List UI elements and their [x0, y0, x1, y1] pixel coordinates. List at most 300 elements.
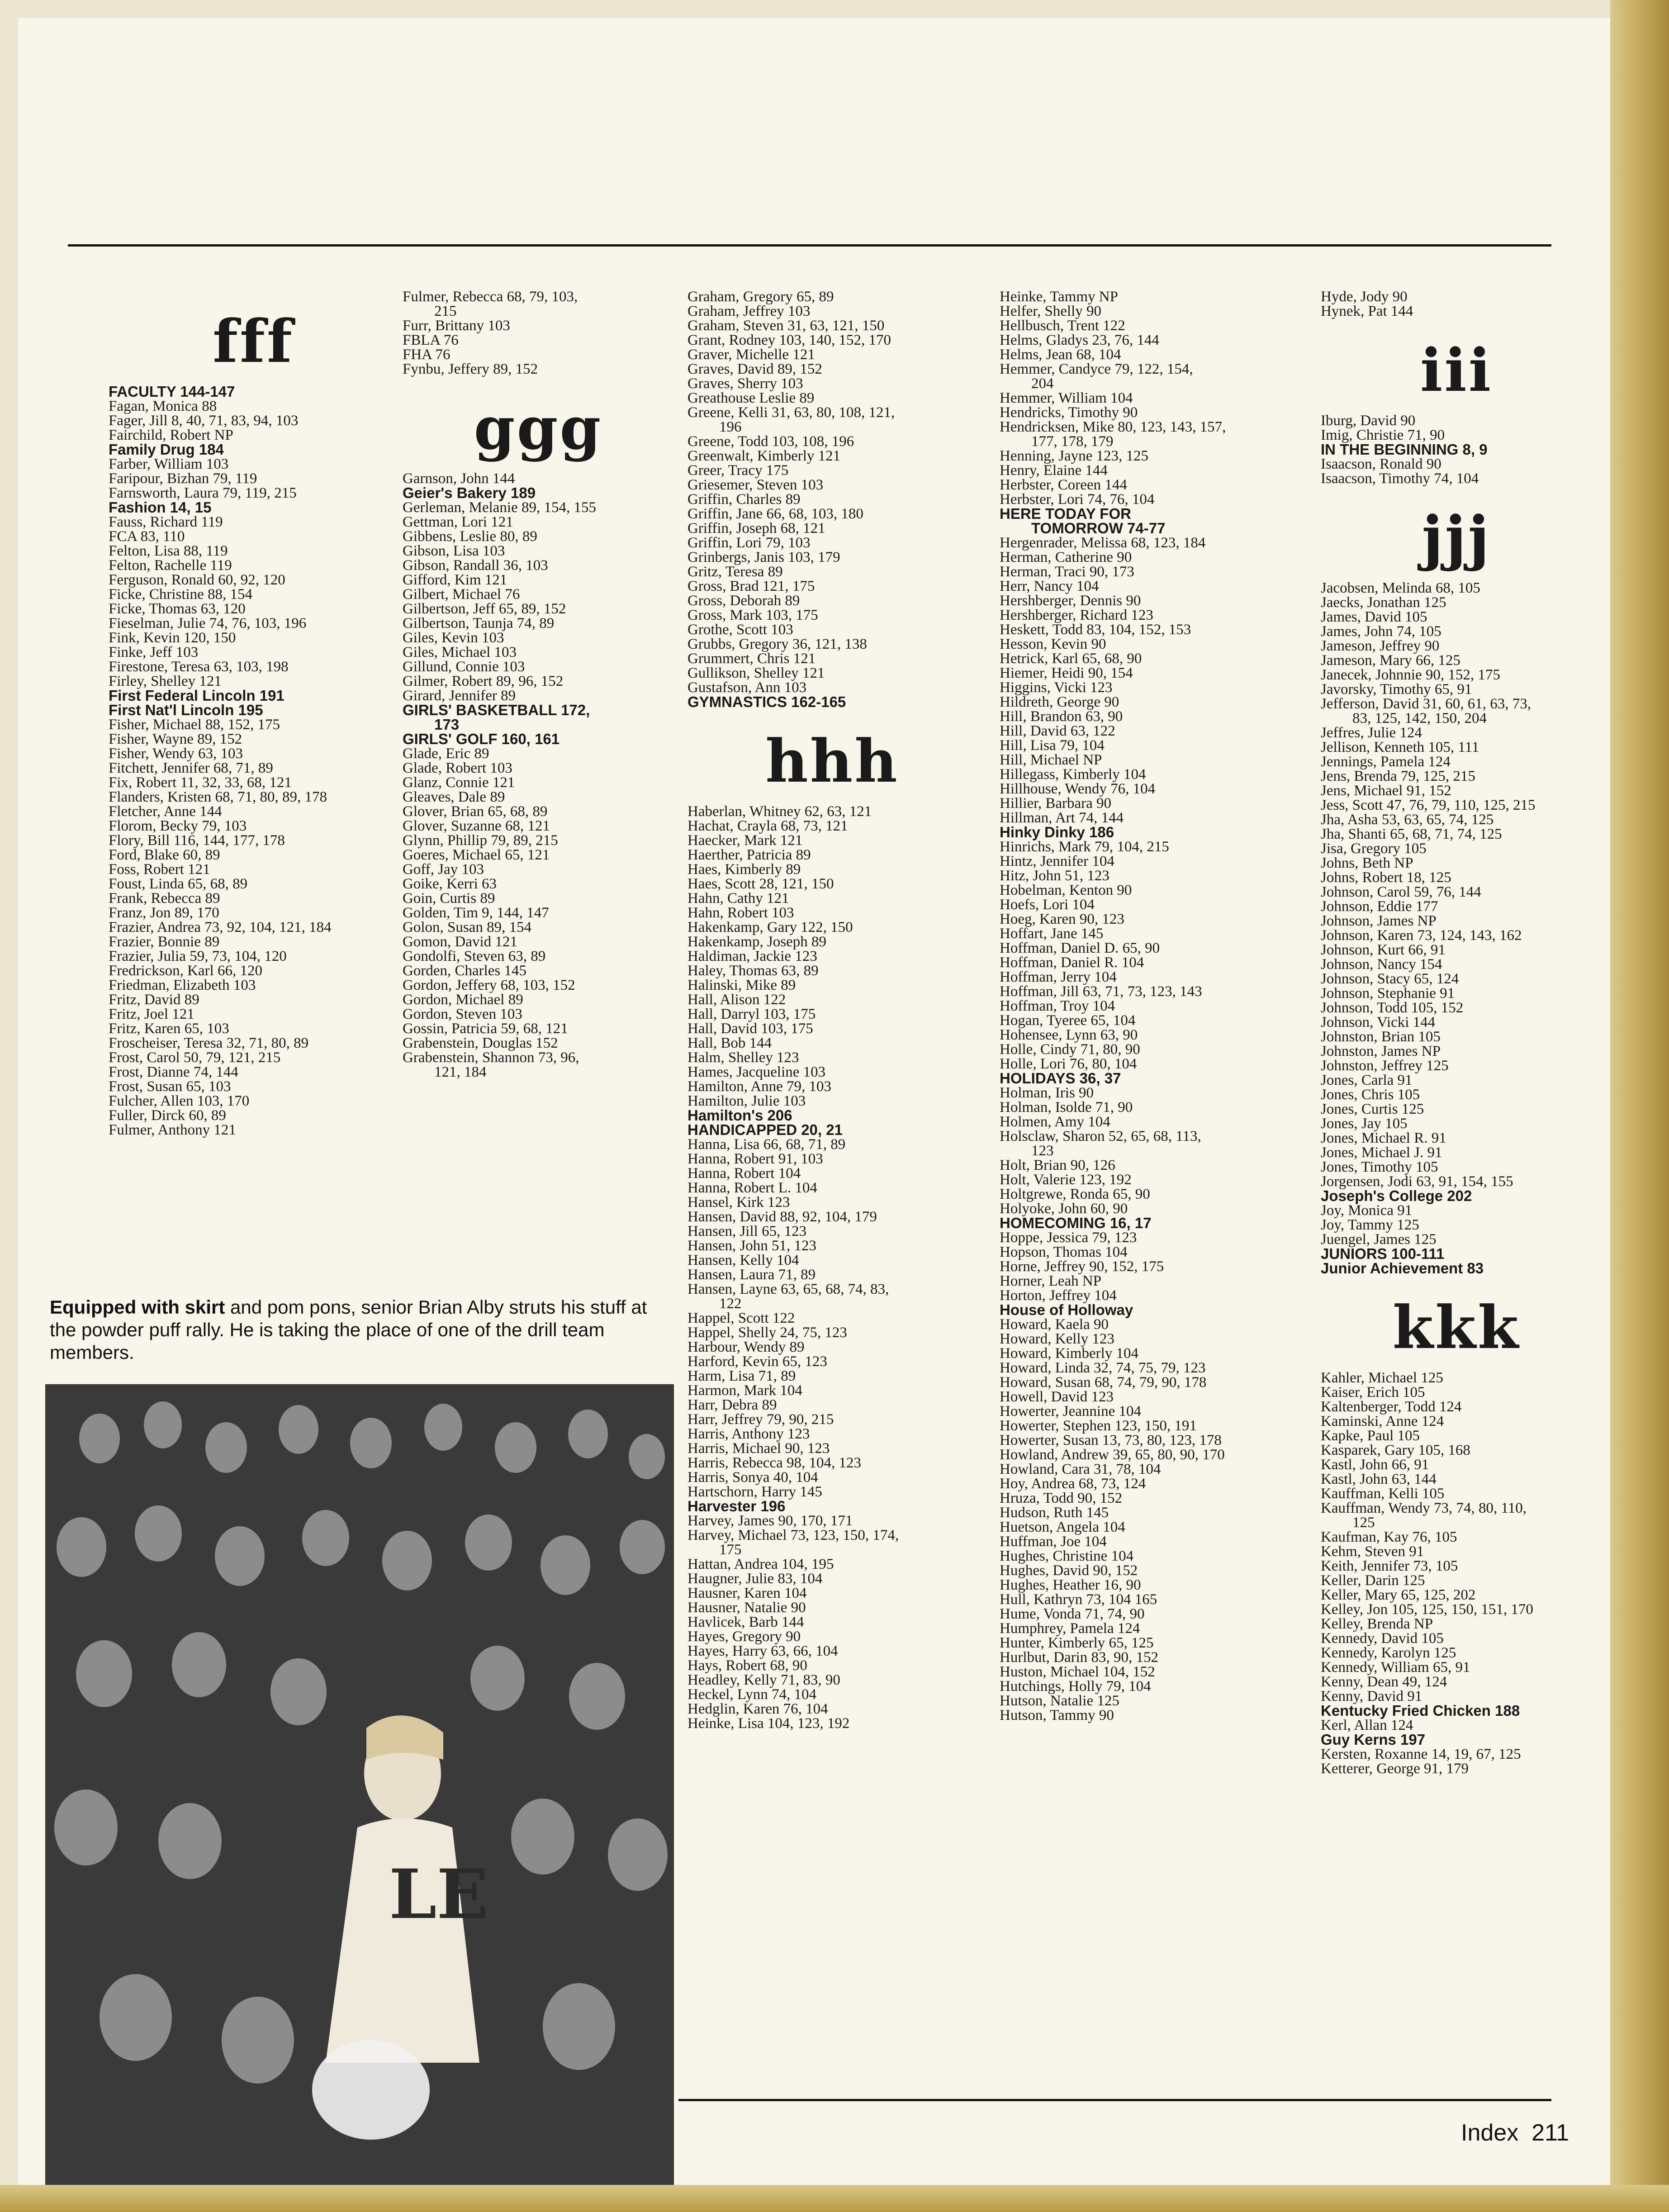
index-entry: Helfer, Shelly 90	[1000, 303, 1102, 319]
index-entry: Fulmer, Rebecca 68, 79, 103,	[403, 289, 578, 305]
index-entry: Gordon, Steven 103	[403, 1006, 522, 1022]
index-entry: Girard, Jennifer 89	[403, 688, 516, 704]
index-entry: Grothe, Scott 103	[688, 622, 793, 638]
index-entry: Hartschorn, Harry 145	[688, 1484, 822, 1500]
index-entry: Greenwalt, Kimberly 121	[688, 448, 841, 464]
index-entry: Jones, Jay 105	[1321, 1115, 1408, 1132]
section-heading-h: hhh	[765, 726, 899, 796]
index-column-4	[1000, 290, 1298, 1723]
index-entry: Kauffman, Wendy 73, 74, 80, 110,	[1321, 1500, 1527, 1516]
index-entry: Gettman, Lori 121	[403, 514, 513, 530]
index-entry: Harford, Kevin 65, 123	[688, 1353, 827, 1370]
index-entry: Grant, Rodney 103, 140, 152, 170	[688, 332, 891, 348]
index-entry: Johnston, Jeffrey 125	[1321, 1058, 1449, 1074]
index-entry: Jha, Shanti 65, 68, 71, 74, 125	[1321, 826, 1502, 842]
index-entry: Huffman, Joe 104	[1000, 1533, 1107, 1550]
index-entry: Johnson, Carol 59, 76, 144	[1321, 884, 1481, 900]
index-entry: Felton, Rachelle 119	[109, 557, 232, 574]
index-entry: Howard, Kimberly 104	[1000, 1345, 1139, 1362]
index-entry: Iburg, David 90	[1321, 413, 1416, 429]
index-entry: Harr, Jeffrey 79, 90, 215	[688, 1411, 834, 1428]
index-entry: Haugner, Julie 83, 104	[688, 1571, 823, 1587]
index-entry: Keller, Mary 65, 125, 202	[1321, 1587, 1476, 1603]
index-heading: Junior Achievement 83	[1321, 1260, 1484, 1277]
index-entry: Herbster, Lori 74, 76, 104	[1000, 491, 1155, 508]
index-entry: Hemmer, Candyce 79, 122, 154,	[1000, 361, 1193, 377]
index-entry: Fagan, Monica 88	[109, 398, 217, 414]
index-entry: Glanz, Connie 121	[403, 774, 515, 791]
index-entry: Hoffman, Jill 63, 71, 73, 123, 143	[1000, 983, 1202, 1000]
index-entry: Ficke, Christine 88, 154	[109, 586, 253, 603]
index-entry: Holle, Cindy 71, 80, 90	[1000, 1041, 1140, 1058]
index-entry: Holtgrewe, Ronda 65, 90	[1000, 1186, 1150, 1202]
index-entry: Goike, Kerri 63	[403, 876, 497, 892]
index-entry: Hall, Alison 122	[688, 992, 786, 1008]
index-entry: Griffin, Jane 66, 68, 103, 180	[688, 506, 863, 522]
index-entry: Hurlbut, Darin 83, 90, 152	[1000, 1649, 1159, 1666]
index-entry: Firley, Shelley 121	[109, 673, 222, 689]
index-entry: Harr, Debra 89	[688, 1397, 777, 1413]
index-column-5	[1321, 290, 1592, 1776]
index-entry: Hakenkamp, Joseph 89	[688, 934, 827, 950]
index-entry: Howerter, Stephen 123, 150, 191	[1000, 1418, 1197, 1434]
index-entry: Ford, Blake 60, 89	[109, 847, 220, 863]
index-entry: Kaltenberger, Todd 124	[1321, 1399, 1462, 1415]
index-entry: Jisa, Gregory 105	[1321, 840, 1427, 857]
index-entry: Kaminski, Anne 124	[1321, 1413, 1444, 1429]
index-entry: Jennings, Pamela 124	[1321, 754, 1451, 770]
index-entry: Jacobsen, Melinda 68, 105	[1321, 580, 1480, 596]
index-entry: Greathouse Leslie 89	[688, 390, 815, 406]
bottom-rule	[678, 2099, 1551, 2101]
index-heading: GIRLS' GOLF 160, 161	[403, 731, 560, 747]
index-heading: Hinky Dinky 186	[1000, 824, 1114, 840]
index-entry: Holyoke, John 60, 90	[1000, 1201, 1128, 1217]
index-entry: Hoffman, Daniel D. 65, 90	[1000, 940, 1160, 956]
index-entry: Hume, Vonda 71, 74, 90	[1000, 1606, 1145, 1622]
index-entry: Hill, Michael NP	[1000, 752, 1102, 768]
index-heading: JUNIORS 100-111	[1321, 1245, 1445, 1262]
index-entry: Harris, Sonya 40, 104	[688, 1469, 818, 1486]
index-entry: Harris, Rebecca 98, 104, 123	[688, 1455, 861, 1471]
index-entry: Horner, Leah NP	[1000, 1273, 1102, 1289]
index-entry: Hobelman, Kenton 90	[1000, 882, 1132, 898]
index-entry: Herman, Catherine 90	[1000, 549, 1132, 565]
index-entry: Howard, Susan 68, 74, 79, 90, 178	[1000, 1374, 1207, 1391]
index-entry: Howerter, Jeannine 104	[1000, 1403, 1141, 1419]
index-heading: Fashion 14, 15	[109, 499, 212, 516]
index-entry: Kaiser, Erich 105	[1321, 1384, 1425, 1400]
index-entry: Kaufman, Kay 76, 105	[1321, 1529, 1457, 1545]
index-entry: Faripour, Bizhan 79, 119	[109, 470, 257, 487]
index-entry: Florom, Becky 79, 103	[109, 818, 247, 834]
section-heading-f: fff	[213, 307, 294, 376]
index-entry: Kahler, Michael 125	[1321, 1370, 1443, 1386]
index-entry: Kelley, Brenda NP	[1321, 1616, 1433, 1632]
index-entry: Herbster, Coreen 144	[1000, 477, 1127, 493]
index-entry: Hughes, David 90, 152	[1000, 1562, 1138, 1579]
index-entry: Hoffman, Daniel R. 104	[1000, 954, 1144, 971]
entry-list	[403, 290, 674, 376]
index-heading: GYMNASTICS 162-165	[688, 693, 846, 710]
index-entry: Felton, Lisa 88, 119	[109, 543, 228, 559]
index-entry: James, John 74, 105	[1321, 623, 1441, 640]
index-entry: Friedman, Elizabeth 103	[109, 977, 256, 993]
index-entry: Haley, Thomas 63, 89	[688, 963, 819, 979]
index-entry: Fager, Jill 8, 40, 71, 83, 94, 103	[109, 413, 299, 429]
index-entry: Gillund, Connie 103	[403, 659, 525, 675]
index-heading: Kentucky Fried Chicken 188	[1321, 1702, 1520, 1719]
index-entry: Johnson, Kurt 66, 91	[1321, 942, 1446, 958]
index-entry: Johnston, Brian 105	[1321, 1029, 1441, 1045]
index-entry: Halm, Shelley 123	[688, 1049, 799, 1066]
index-entry: Hames, Jacqueline 103	[688, 1064, 826, 1080]
crowd-photo-illustration	[45, 1384, 674, 2185]
index-entry: Gilbertson, Jeff 65, 89, 152	[403, 601, 566, 617]
index-entry: Fritz, Karen 65, 103	[109, 1021, 229, 1037]
index-entry: Fredrickson, Karl 66, 120	[109, 963, 263, 979]
index-entry: Haes, Kimberly 89	[688, 861, 801, 878]
index-entry: Hahn, Robert 103	[688, 905, 794, 921]
index-entry: Hillman, Art 74, 144	[1000, 810, 1124, 826]
index-entry: Joy, Tammy 125	[1321, 1217, 1419, 1233]
index-entry: Harbour, Wendy 89	[688, 1339, 805, 1355]
index-entry: Gross, Brad 121, 175	[688, 578, 815, 594]
index-entry: Halinski, Mike 89	[688, 977, 796, 993]
index-entry: Horne, Jeffrey 90, 152, 175	[1000, 1258, 1164, 1275]
index-entry: Frazier, Julia 59, 73, 104, 120	[109, 948, 287, 964]
caption-text: and pom pons, senior Brian Alby struts his stuff at the powder puff rally. He is taking the place of one of the drill team members.	[50, 1296, 647, 1363]
index-entry: Jaecks, Jonathan 125	[1321, 594, 1446, 611]
index-heading: IN THE BEGINNING 8, 9	[1321, 441, 1488, 458]
index-entry: FCA 83, 110	[109, 528, 185, 545]
index-entry: Hansen, David 88, 92, 104, 179	[688, 1209, 877, 1225]
index-entry: Graham, Steven 31, 63, 121, 150	[688, 318, 885, 334]
index-entry: Garnson, John 144	[403, 470, 515, 487]
index-entry: Flanders, Kristen 68, 71, 80, 89, 178	[109, 789, 327, 805]
index-entry: Greene, Kelli 31, 63, 80, 108, 121,	[688, 404, 895, 421]
index-entry: Huston, Michael 104, 152	[1000, 1664, 1155, 1680]
index-entry: Javorsky, Timothy 65, 91	[1321, 681, 1472, 698]
index-entry: Happel, Shelly 24, 75, 123	[688, 1324, 847, 1341]
index-entry: Howard, Kelly 123	[1000, 1331, 1114, 1347]
index-entry: Hopson, Thomas 104	[1000, 1244, 1128, 1260]
index-entry: Isaacson, Timothy 74, 104	[1321, 470, 1479, 487]
index-heading: HERE TODAY FOR	[1000, 505, 1131, 522]
index-entry: Hendricks, Timothy 90	[1000, 404, 1138, 421]
index-entry: Hoeg, Karen 90, 123	[1000, 911, 1124, 927]
index-entry: Griffin, Lori 79, 103	[688, 535, 811, 551]
index-entry: Jeffres, Julie 124	[1321, 725, 1422, 741]
index-entry: Holt, Valerie 123, 192	[1000, 1172, 1132, 1188]
top-rule	[68, 244, 1551, 247]
index-entry: Harris, Michael 90, 123	[688, 1440, 830, 1457]
index-entry: Havlicek, Barb 144	[688, 1614, 804, 1630]
index-entry: Griesemer, Steven 103	[688, 477, 824, 493]
index-entry: Gilbertson, Taunja 74, 89	[403, 615, 555, 631]
book-bottom-edge	[0, 2185, 1669, 2212]
index-entry: 121, 184	[434, 1064, 487, 1080]
index-entry: Hendricksen, Mike 80, 123, 143, 157,	[1000, 419, 1226, 435]
index-entry: Helms, Gladys 23, 76, 144	[1000, 332, 1159, 348]
index-entry: Juengel, James 125	[1321, 1231, 1437, 1248]
index-entry: Horton, Jeffrey 104	[1000, 1287, 1117, 1304]
section-heading-k: kkk	[1392, 1293, 1521, 1362]
index-entry: Hoffman, Troy 104	[1000, 998, 1115, 1014]
index-entry: Hohensee, Lynn 63, 90	[1000, 1027, 1138, 1043]
index-entry: Johnson, James NP	[1321, 913, 1437, 929]
index-column-1	[109, 290, 398, 1137]
index-entry: Glade, Robert 103	[403, 760, 512, 776]
index-entry: Harvey, Michael 73, 123, 150, 174,	[688, 1527, 899, 1543]
index-entry: Johnson, Karen 73, 124, 143, 162	[1321, 927, 1522, 944]
index-entry: Johnson, Stacy 65, 124	[1321, 971, 1459, 987]
index-entry: Joy, Monica 91	[1321, 1202, 1413, 1219]
index-entry: Johnson, Nancy 154	[1321, 956, 1442, 973]
index-heading: GIRLS' BASKETBALL 172,	[403, 702, 590, 718]
index-entry: Fieselman, Julie 74, 76, 103, 196	[109, 615, 307, 631]
index-entry: Haldiman, Jackie 123	[688, 948, 817, 964]
index-entry: Howerter, Susan 13, 73, 80, 123, 178	[1000, 1432, 1222, 1448]
index-entry: Johnson, Stephanie 91	[1321, 985, 1455, 1002]
index-entry: Howard, Linda 32, 74, 75, 79, 123	[1000, 1360, 1206, 1376]
index-entry: Hergenrader, Melissa 68, 123, 184	[1000, 535, 1206, 551]
index-entry: Ficke, Thomas 63, 120	[109, 601, 246, 617]
index-entry: Fritz, David 89	[109, 992, 199, 1008]
index-entry: Griffin, Charles 89	[688, 491, 801, 508]
index-entry: Johns, Beth NP	[1321, 855, 1413, 871]
index-entry: Holsclaw, Sharon 52, 65, 68, 113,	[1000, 1128, 1201, 1144]
index-entry: Headley, Kelly 71, 83, 90	[688, 1672, 840, 1688]
index-entry: Gordon, Michael 89	[403, 992, 523, 1008]
index-entry: Imig, Christie 71, 90	[1321, 427, 1445, 443]
index-entry: Golon, Susan 89, 154	[403, 919, 532, 935]
page-number: 211	[1531, 2120, 1569, 2146]
index-entry: Foust, Linda 65, 68, 89	[109, 876, 248, 892]
index-entry: Fisher, Wendy 63, 103	[109, 745, 243, 762]
index-entry: Gullikson, Shelley 121	[688, 665, 825, 681]
section-heading-i: iii	[1420, 336, 1493, 405]
index-heading: First Federal Lincoln 191	[109, 687, 284, 704]
index-entry: Gifford, Kim 121	[403, 572, 507, 588]
index-entry: Fulcher, Allen 103, 170	[109, 1093, 250, 1109]
index-entry: Gomon, David 121	[403, 934, 517, 950]
index-entry: Hiemer, Heidi 90, 154	[1000, 665, 1133, 681]
index-entry: Ferguson, Ronald 60, 92, 120	[109, 572, 285, 588]
index-entry: Hruza, Todd 90, 152	[1000, 1490, 1123, 1506]
index-heading: Guy Kerns 197	[1321, 1731, 1426, 1748]
index-entry: Flory, Bill 116, 144, 177, 178	[109, 832, 285, 849]
index-heading: Geier's Bakery 189	[403, 484, 536, 501]
index-entry: Heinke, Lisa 104, 123, 192	[688, 1715, 850, 1732]
index-entry: Hansen, Kelly 104	[688, 1252, 799, 1268]
index-entry: Griffin, Joseph 68, 121	[688, 520, 825, 536]
index-entry: Hakenkamp, Gary 122, 150	[688, 919, 853, 935]
index-entry: Jens, Michael 91, 152	[1321, 783, 1451, 799]
index-entry: Howland, Andrew 39, 65, 80, 90, 170	[1000, 1447, 1225, 1463]
photo-caption	[50, 1296, 669, 1364]
index-entry: Hesson, Kevin 90	[1000, 636, 1106, 652]
index-entry: Hughes, Christine 104	[1000, 1548, 1134, 1564]
index-entry: Hachat, Crayla 68, 73, 121	[688, 818, 848, 834]
index-entry: Heskett, Todd 83, 104, 152, 153	[1000, 622, 1191, 638]
index-entry: Kasparek, Gary 105, 168	[1321, 1442, 1470, 1458]
index-column-3	[688, 290, 977, 1731]
index-entry: Frazier, Andrea 73, 92, 104, 121, 184	[109, 919, 332, 935]
index-entry: Hutson, Tammy 90	[1000, 1707, 1114, 1723]
index-entry: Gibbens, Leslie 80, 89	[403, 528, 537, 545]
index-entry: Glover, Brian 65, 68, 89	[403, 803, 548, 820]
index-entry: Holmen, Amy 104	[1000, 1114, 1110, 1130]
index-entry: Glover, Suzanne 68, 121	[403, 818, 550, 834]
index-entry: Jones, Chris 105	[1321, 1087, 1420, 1103]
index-entry: 83, 125, 142, 150, 204	[1352, 710, 1487, 726]
index-entry: Firestone, Teresa 63, 103, 198	[109, 659, 289, 675]
index-entry: Hutson, Natalie 125	[1000, 1693, 1119, 1709]
index-entry: Kerl, Allan 124	[1321, 1717, 1413, 1733]
index-entry: Gross, Deborah 89	[688, 593, 800, 609]
index-entry: Grinbergs, Janis 103, 179	[688, 549, 840, 565]
index-entry: Harris, Anthony 123	[688, 1426, 810, 1442]
index-heading: HOLIDAYS 36, 37	[1000, 1070, 1121, 1087]
page-footer	[1461, 2119, 1569, 2146]
index-entry: Frazier, Bonnie 89	[109, 934, 220, 950]
index-entry: Gritz, Teresa 89	[688, 564, 783, 580]
index-entry: Hanna, Robert 104	[688, 1165, 801, 1182]
index-entry: Grabenstein, Shannon 73, 96,	[403, 1049, 579, 1066]
index-entry: Heckel, Lynn 74, 104	[688, 1686, 817, 1703]
index-entry: Haberlan, Whitney 62, 63, 121	[688, 803, 872, 820]
crowd-photo	[45, 1384, 674, 2185]
index-entry: Happel, Scott 122	[688, 1310, 795, 1326]
index-entry: 196	[719, 419, 742, 435]
index-entry: Franz, Jon 89, 170	[109, 905, 219, 921]
index-entry: Fink, Kevin 120, 150	[109, 630, 236, 646]
index-entry: Hill, Brandon 63, 90	[1000, 708, 1123, 725]
index-entry: Hintz, Jennifer 104	[1000, 853, 1114, 869]
index-entry: Hill, Lisa 79, 104	[1000, 737, 1105, 754]
index-entry: Hanna, Robert L. 104	[688, 1180, 817, 1196]
index-entry: Jones, Curtis 125	[1321, 1101, 1424, 1117]
index-entry: Hunter, Kimberly 65, 125	[1000, 1635, 1154, 1651]
index-entry: Hoppe, Jessica 79, 123	[1000, 1229, 1137, 1246]
index-entry: Fitchett, Jennifer 68, 71, 89	[109, 760, 273, 776]
index-entry: Janecek, Johnnie 90, 152, 175	[1321, 667, 1500, 683]
index-entry: Hayes, Gregory 90	[688, 1628, 801, 1645]
index-entry: Ketterer, George 91, 179	[1321, 1761, 1469, 1777]
index-entry: Jens, Brenda 79, 125, 215	[1321, 768, 1475, 784]
index-entry: Gross, Mark 103, 175	[688, 607, 818, 623]
index-entry: Hansen, Jill 65, 123	[688, 1223, 807, 1239]
index-entry: Fairchild, Robert NP	[109, 427, 233, 443]
entry-list	[688, 290, 977, 709]
index-entry: Humphrey, Pamela 124	[1000, 1620, 1140, 1637]
index-entry: Furr, Brittany 103	[403, 318, 510, 334]
index-entry: Kennedy, David 105	[1321, 1630, 1444, 1647]
entry-list	[109, 384, 398, 1137]
index-entry: Johnston, James NP	[1321, 1043, 1441, 1059]
entry-list	[1321, 290, 1592, 318]
entry-list	[1321, 581, 1592, 1276]
index-entry: Jha, Asha 53, 63, 65, 74, 125	[1321, 812, 1494, 828]
index-entry: Hahn, Cathy 121	[688, 890, 789, 907]
index-entry: Herman, Traci 90, 173	[1000, 564, 1134, 580]
index-entry: Kenny, David 91	[1321, 1688, 1422, 1704]
index-entry: Jameson, Mary 66, 125	[1321, 652, 1460, 669]
index-entry: 122	[719, 1296, 742, 1312]
index-entry: Golden, Tim 9, 144, 147	[403, 905, 549, 921]
index-entry: Hall, David 103, 175	[688, 1021, 813, 1037]
index-entry: Hitz, John 51, 123	[1000, 868, 1110, 884]
section-heading-g: ggg	[474, 394, 603, 463]
index-entry: Goff, Jay 103	[403, 861, 484, 878]
index-entry: Hetrick, Karl 65, 68, 90	[1000, 650, 1142, 667]
index-heading: HOMECOMING 16, 17	[1000, 1215, 1152, 1231]
index-entry: Jefferson, David 31, 60, 61, 63, 73,	[1321, 696, 1531, 712]
index-entry: 175	[719, 1542, 742, 1558]
index-entry: Fynbu, Jeffery 89, 152	[403, 361, 538, 377]
index-entry: Hull, Kathryn 73, 104 165	[1000, 1591, 1157, 1608]
index-entry: Hemmer, William 104	[1000, 390, 1133, 406]
index-entry: Jones, Timothy 105	[1321, 1159, 1438, 1175]
index-entry: Hellbusch, Trent 122	[1000, 318, 1125, 334]
index-entry: 125	[1352, 1514, 1375, 1531]
index-entry: Kastl, John 66, 91	[1321, 1457, 1429, 1473]
index-heading: First Nat'l Lincoln 195	[109, 702, 263, 718]
index-entry: Johnson, Todd 105, 152	[1321, 1000, 1464, 1016]
index-entry: Hansen, Layne 63, 65, 68, 74, 83,	[688, 1281, 889, 1297]
index-entry: Goin, Curtis 89	[403, 890, 495, 907]
index-entry: Graham, Gregory 65, 89	[688, 289, 834, 305]
index-entry: Harmon, Mark 104	[688, 1382, 802, 1399]
index-entry: Gossin, Patricia 59, 68, 121	[403, 1021, 568, 1037]
index-heading: HANDICAPPED 20, 21	[688, 1121, 843, 1138]
index-heading: 173	[434, 716, 460, 733]
index-entry: Kennedy, Karolyn 125	[1321, 1645, 1456, 1661]
index-entry: Hansen, John 51, 123	[688, 1238, 817, 1254]
index-entry: Kapke, Paul 105	[1321, 1428, 1420, 1444]
entry-list	[1000, 290, 1298, 1723]
index-entry: Hoffart, Jane 145	[1000, 926, 1104, 942]
index-entry: Kennedy, William 65, 91	[1321, 1659, 1470, 1676]
index-entry: Herr, Nancy 104	[1000, 578, 1099, 594]
index-entry: Giles, Michael 103	[403, 644, 517, 660]
index-entry: 204	[1031, 375, 1054, 392]
index-entry: Jones, Michael J. 91	[1321, 1144, 1442, 1161]
index-entry: Jess, Scott 47, 76, 79, 110, 125, 215	[1321, 797, 1536, 813]
index-entry: Finke, Jeff 103	[109, 644, 199, 660]
entry-list	[688, 804, 977, 1731]
index-entry: Fulmer, Anthony 121	[109, 1122, 236, 1138]
index-heading: Joseph's College 202	[1321, 1187, 1472, 1204]
entry-list	[403, 471, 674, 1079]
index-entry: Hansel, Kirk 123	[688, 1194, 790, 1210]
caption-lead: Equipped with skirt	[50, 1296, 225, 1318]
index-entry: Hutchings, Holly 79, 104	[1000, 1678, 1151, 1695]
index-entry: Keith, Jennifer 73, 105	[1321, 1558, 1458, 1574]
index-entry: Hildreth, George 90	[1000, 694, 1119, 710]
index-entry: Kastl, John 63, 144	[1321, 1471, 1437, 1487]
index-entry: Harvey, James 90, 170, 171	[688, 1513, 853, 1529]
index-entry: Holman, Iris 90	[1000, 1085, 1094, 1101]
index-entry: Howland, Cara 31, 78, 104	[1000, 1461, 1161, 1477]
index-entry: Gibson, Lisa 103	[403, 543, 505, 559]
index-entry: Kehm, Steven 91	[1321, 1543, 1424, 1560]
index-entry: Haes, Scott 28, 121, 150	[688, 876, 834, 892]
index-entry: Haecker, Mark 121	[688, 832, 803, 849]
index-entry: Jameson, Jeffrey 90	[1321, 638, 1440, 654]
index-entry: Fisher, Michael 88, 152, 175	[109, 717, 280, 733]
